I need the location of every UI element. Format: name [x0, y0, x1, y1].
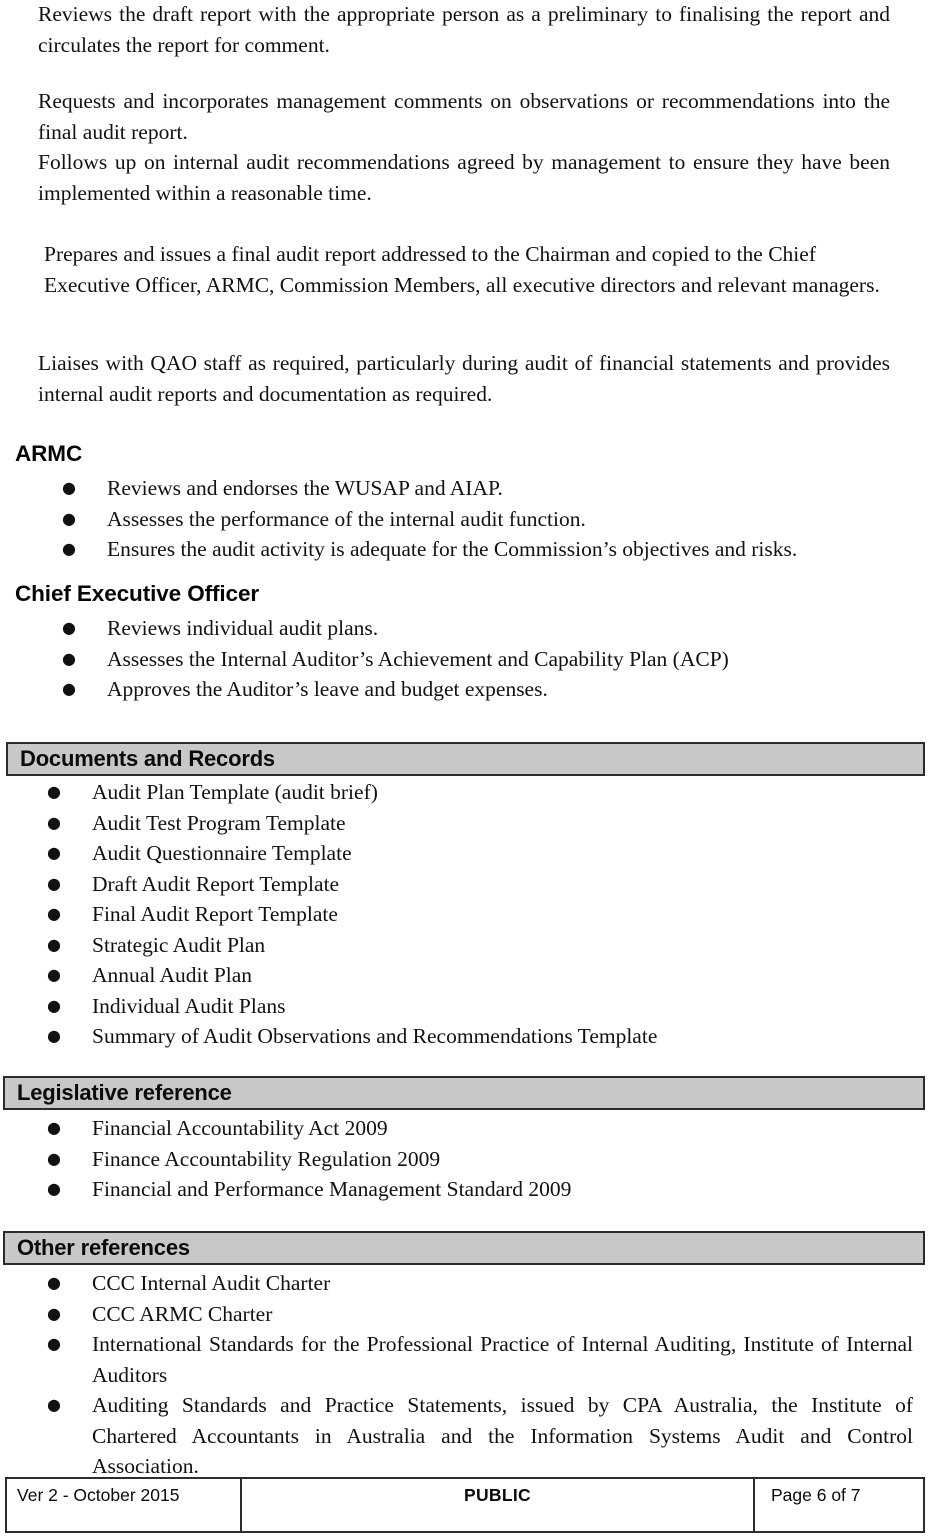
- footer-version: Ver 2 - October 2015: [6, 1478, 241, 1532]
- list-item-label: Approves the Auditor’s leave and budget expenses.: [107, 677, 548, 701]
- heading-legislative-reference: Legislative reference: [17, 1080, 232, 1105]
- list-item-label: Audit Plan Template (audit brief): [92, 780, 378, 804]
- bullet-icon: ●: [62, 618, 76, 637]
- list-item: [0, 991, 920, 1022]
- paragraph-requests-management-comments: Requests and incorporates management comments on observations or recommendations into the final audit report.: [38, 89, 890, 144]
- table-row: [6, 1478, 924, 1532]
- list-item: [15, 674, 915, 705]
- list-item: [0, 1268, 925, 1299]
- paragraph-follows-up-recommendations: Follows up on internal audit recommendations agreed by management to ensure they have been implemented within a reasonable time.: [38, 150, 890, 205]
- bullet-icon: ●: [47, 934, 61, 954]
- bullet-icon: ●: [47, 965, 61, 984]
- section-banner-other-references: [3, 1231, 925, 1265]
- list-item: [15, 644, 915, 675]
- list-item-label: Reviews individual audit plans.: [107, 616, 379, 640]
- list-item: [0, 1299, 925, 1330]
- footer-classification: PUBLIC: [241, 1478, 754, 1532]
- paragraph-block-4: [44, 239, 890, 300]
- list-legislative-reference: [0, 1113, 920, 1205]
- list-item: [0, 930, 920, 961]
- list-item-label: Audit Questionnaire Template: [92, 841, 352, 865]
- bullet-icon: ●: [47, 1395, 61, 1414]
- list-item-label: Summary of Audit Observations and Recommendations Template: [92, 1024, 658, 1048]
- list-item-label: Strategic Audit Plan: [92, 932, 266, 957]
- list-item-label: Financial and Performance Management Standard 2009: [92, 1177, 572, 1201]
- list-item: [0, 1329, 925, 1390]
- paragraph-prepares-final-audit-report: Prepares and issues a final audit report addressed to the Chairman and copied to the Chief Executive Officer, ARMC, Commission Members, all executive directors and relevant managers.: [44, 242, 880, 297]
- list-item: [0, 1144, 920, 1175]
- paragraph-block-1: [38, 0, 890, 60]
- bullet-icon: ●: [62, 478, 76, 497]
- bullet-icon: ●: [47, 1273, 61, 1292]
- list-item-label: International Standards for the Professional Practice of Internal Auditing, Institute of Internal Auditors: [92, 1332, 913, 1387]
- heading-other-references: Other references: [17, 1235, 190, 1260]
- list-item-label: CCC Internal Audit Charter: [92, 1271, 331, 1295]
- list-chief-executive-officer: [15, 613, 915, 705]
- bullet-icon: ●: [47, 1148, 61, 1168]
- list-item: [0, 899, 920, 930]
- page-footer: [5, 1477, 925, 1533]
- list-item-label: Annual Audit Plan: [92, 963, 253, 987]
- list-other-references: [0, 1268, 925, 1482]
- bullet-icon: ●: [62, 539, 76, 558]
- list-item: [0, 1021, 920, 1052]
- list-item-label: Final Audit Report Template: [92, 902, 338, 926]
- paragraph-liaises-with-qao: Liaises with QAO staff as required, particularly during audit of financial statements and provides internal audit reports and documentation as required.: [38, 351, 890, 406]
- section-banner-legislative-reference: [3, 1076, 925, 1110]
- list-item-label: Individual Audit Plans: [92, 993, 286, 1018]
- bullet-icon: ●: [47, 1118, 61, 1137]
- list-item: [15, 534, 915, 565]
- bullet-icon: ●: [47, 843, 61, 862]
- heading-documents-and-records: Documents and Records: [20, 746, 275, 771]
- list-item: [0, 777, 920, 808]
- section-banner-documents-and-records: [6, 742, 925, 776]
- list-item: [15, 504, 915, 535]
- bullet-icon: ●: [62, 679, 76, 698]
- list-item: [0, 808, 920, 839]
- heading-chief-executive-officer: Chief Executive Officer: [15, 581, 260, 606]
- list-item: [15, 613, 915, 644]
- list-item-label: Financial Accountability Act 2009: [92, 1116, 388, 1140]
- section-armc: [15, 441, 915, 565]
- bullet-icon: ●: [47, 1026, 61, 1045]
- list-item-label: Assesses the performance of the internal audit function.: [107, 506, 586, 531]
- heading-armc: ARMC: [15, 441, 83, 466]
- list-item: [15, 473, 915, 504]
- bullet-icon: ●: [47, 1334, 61, 1353]
- list-item-label: Auditing Standards and Practice Statements, issued by CPA Australia, the Institute of Chartered Accountants in Australia and the Information Systems Audit and Control Association.: [92, 1393, 913, 1478]
- paragraph-block-2: [38, 86, 890, 147]
- list-item-label: Assesses the Internal Auditor’s Achievement and Capability Plan (ACP): [107, 646, 729, 671]
- footer-page-number: Page 6 of 7: [754, 1478, 924, 1532]
- list-item: [0, 838, 920, 869]
- list-item: [0, 1113, 920, 1144]
- list-item: [0, 869, 920, 900]
- bullet-icon: ●: [47, 812, 61, 832]
- list-item-label: Draft Audit Report Template: [92, 871, 340, 896]
- list-item: [0, 1390, 925, 1482]
- bullet-icon: ●: [62, 508, 76, 528]
- bullet-icon: ●: [47, 1303, 61, 1323]
- section-chief-executive-officer: [15, 581, 915, 705]
- bullet-icon: ●: [47, 873, 61, 893]
- list-item-label: CCC ARMC Charter: [92, 1301, 273, 1326]
- paragraph-reviews-draft-report: Reviews the draft report with the appropriate person as a preliminary to finalising the report and circulates the report for comment.: [38, 2, 890, 57]
- list-item-label: Ensures the audit activity is adequate for the Commission’s objectives and risks.: [107, 537, 798, 561]
- paragraph-block-3: [38, 147, 890, 208]
- list-armc: [15, 473, 915, 565]
- bullet-icon: ●: [47, 1179, 61, 1198]
- list-documents-and-records: [0, 777, 920, 1052]
- bullet-icon: ●: [47, 904, 61, 923]
- list-item-label: Finance Accountability Regulation 2009: [92, 1146, 441, 1171]
- paragraph-block-5: [38, 348, 890, 409]
- list-item: [0, 960, 920, 991]
- bullet-icon: ●: [47, 995, 61, 1015]
- list-item-label: Audit Test Program Template: [92, 810, 346, 835]
- list-item-label: Reviews and endorses the WUSAP and AIAP.: [107, 476, 503, 500]
- list-item: [0, 1174, 920, 1205]
- bullet-icon: ●: [62, 648, 76, 668]
- bullet-icon: ●: [47, 782, 61, 801]
